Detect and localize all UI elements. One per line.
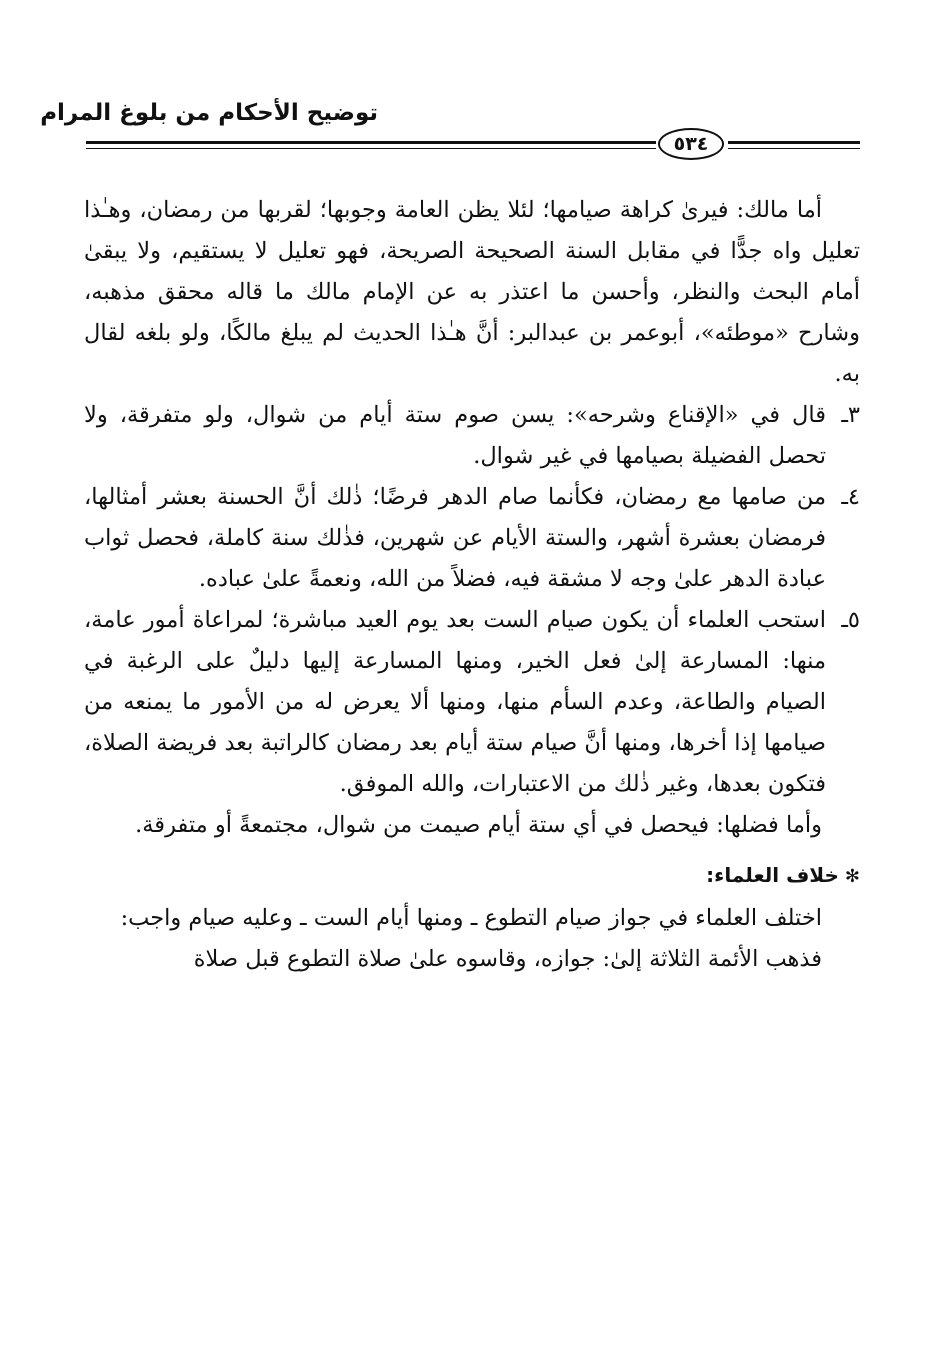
star-icon: ✻ (844, 866, 860, 887)
paragraph-last: فذهب الأئمة الثلاثة إلىٰ: جوازه، وقاسوه علىٰ صلاة التطوع قبل صلاة (193, 946, 822, 972)
list-item-3 (84, 395, 860, 477)
list-text-4: من صامها مع رمضان، فكأنما صام الدهر فرضًا؛ ذٰلك أنَّ الحسنة بعشر أمثالها، فرمضان بعشرة أشهر، والستة الأيام عن شهرين، فذٰلك سنة كاملة، فحصل ثواب عبادة الدهر علىٰ وجه لا مشقة فيه، فضلاً من الله، ونعمةً علىٰ عباده. (84, 484, 826, 592)
paragraph-malik: أما مالك: فيرىٰ كراهة صيامها؛ لئلا يظن العامة وجوبها؛ لقربها من رمضان، وهـٰذا تعليل واه جدًّا في مقابل السنة الصحيحة الصريحة، فهو تعليل لا يستقيم، ولا يبقىٰ أمام البحث والنظر، وأحسن ما اعتذر به عن الإمام مالك ما قاله محقق مذهبه، وشارح «موطئه»، أبوعمر بن عبدالبر: أنَّ هـٰذا الحديث لم يبلغ مالكًا، ولو بلغه لقال به. (84, 197, 860, 387)
page-body (84, 190, 860, 980)
header-rule-left-thin (86, 148, 656, 149)
list-number-3: ٣ـ (841, 402, 860, 428)
list-text-5: استحب العلماء أن يكون صيام الست بعد يوم العيد مباشرة؛ لمراعاة أمور عامة، منها: المسارعة إلىٰ فعل الخير، ومنها المسارعة إليها دليلٌ على الرغبة في الصيام والطاعة، وعدم السأم منها، ومنها ألا يعرض له من الأمور ما يمنعه من صيامها إذا أخرها، ومنها أنَّ صيام ستة أيام بعد رمضان كالراتبة بعد فريضة الصلاة، فتكون بعدها، وغير ذٰلك من الاعتبارات، والله الموفق. (84, 607, 826, 797)
header-rule-right-thick (728, 141, 860, 144)
paragraph-khilaf: اختلف العلماء في جواز صيام التطوع ـ ومنها أيام الست ـ وعليه صيام واجب: (120, 905, 822, 931)
header-rule-right-thin (728, 148, 860, 149)
list-number-4: ٤ـ (841, 484, 860, 510)
list-text-3: قال في «الإقناع وشرحه»: يسن صوم ستة أيام من شوال، ولو متفرقة، ولا تحصل الفضيلة بصيامها في غير شوال. (84, 402, 826, 469)
list-item-4 (84, 477, 860, 600)
list-number-5: ٥ـ (841, 607, 860, 633)
list-item-5 (84, 600, 860, 805)
header-rule-left-thick (86, 141, 656, 144)
section-heading-text: خلاف العلماء: (706, 863, 839, 887)
section-heading (84, 860, 860, 892)
page-number: ٥٣٤ (658, 128, 724, 160)
paragraph-fadl: وأما فضلها: فيحصل في أي ستة أيام صيمت من شوال، مجتمعةً أو متفرقة. (135, 812, 822, 838)
running-header-title: توضيح الأحكام من بلوغ المرام (40, 100, 378, 126)
